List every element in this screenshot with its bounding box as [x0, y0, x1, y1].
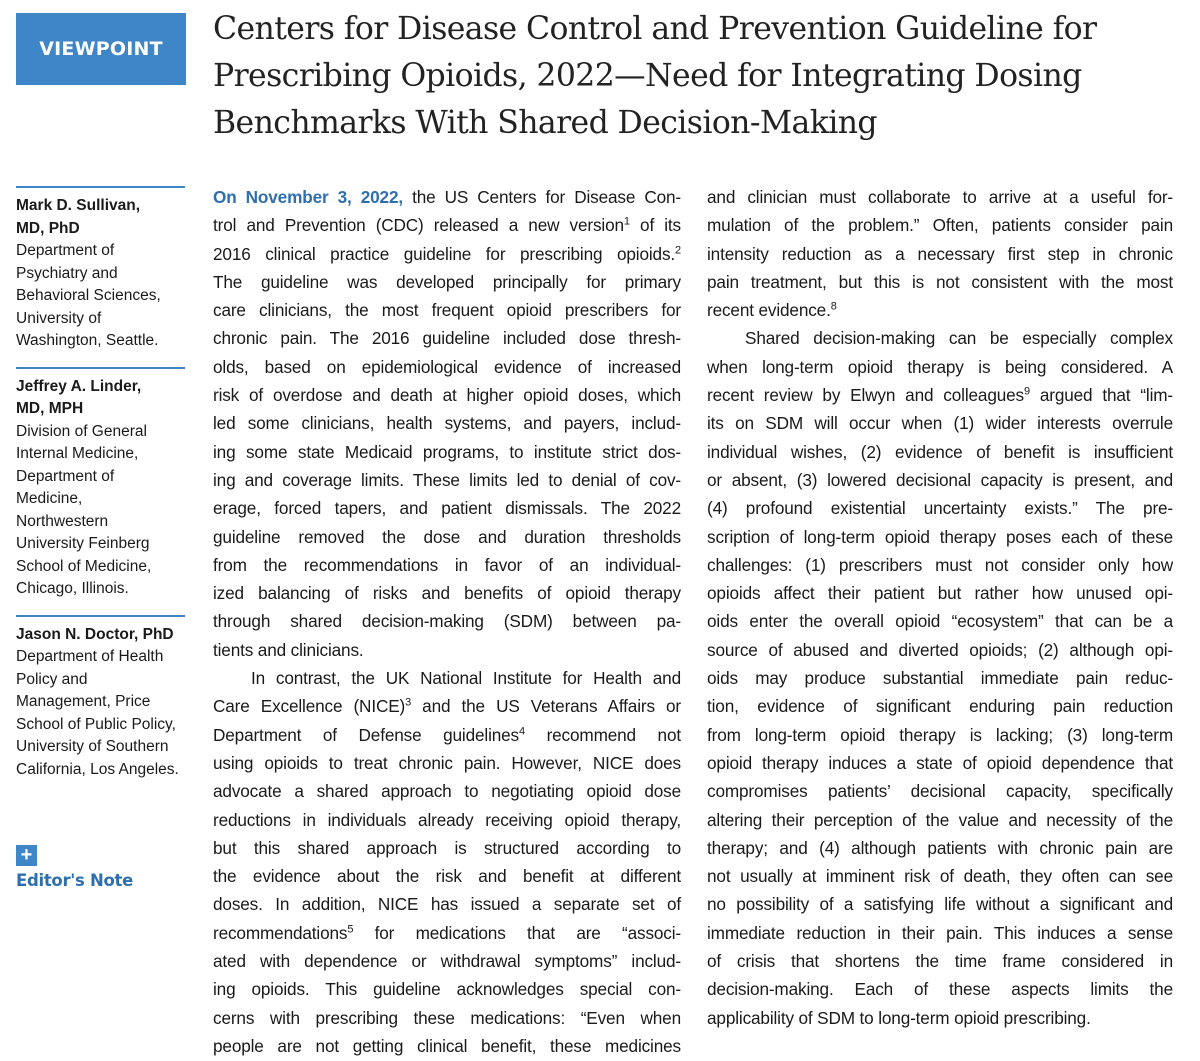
- text-line: [213, 211, 681, 239]
- affiliation-line: Psychiatry and: [16, 264, 118, 282]
- text-line: oids may produce substantial immediate pain reduc-: [707, 668, 1173, 689]
- text-run: and the US Veterans Affairs or: [411, 696, 681, 717]
- text-line: not usually at imminent risk of death, they often can see: [707, 866, 1173, 887]
- affiliation-line: University of: [16, 309, 102, 327]
- affiliation-line: University Feinberg: [16, 535, 150, 552]
- text-run: Department of Defense guidelines: [213, 724, 519, 745]
- text-line: chronic pain. The 2016 guideline included dose thresh-: [213, 328, 681, 349]
- plus-icon[interactable]: +: [16, 845, 37, 866]
- title-line: Prescribing Opioids, 2022—Need for Integrating Dosing: [213, 58, 1082, 94]
- author-block: [16, 367, 185, 601]
- author-affiliation: [16, 240, 185, 353]
- text-line: applicability of SDM to long-term opioid prescribing.: [707, 1007, 1091, 1028]
- text-line: immediate reduction in their pain. This induces a sense: [707, 922, 1173, 943]
- text-line: tion, evidence of significant enduring pain reduction: [707, 696, 1173, 717]
- text-line: olds, based on epidemiological evidence of increased: [213, 356, 681, 377]
- affiliation-line: Washington, Seattle.: [16, 332, 159, 349]
- author-name-line: MD, MPH: [16, 400, 84, 417]
- text-line: challenges: (1) prescribers must not consider only how: [707, 554, 1173, 575]
- section-badge: VIEWPOINT: [16, 13, 186, 85]
- affiliation-line: School of Public Policy,: [16, 715, 176, 733]
- editors-note-label[interactable]: Editor's Note: [16, 871, 134, 890]
- affiliation-line: California, Los Angeles.: [16, 760, 179, 778]
- affiliation-line: Department of Health: [16, 648, 164, 665]
- author-name-line: Jeffrey A. Linder,: [16, 377, 142, 395]
- author-name-line: MD, PhD: [16, 219, 80, 237]
- text-line: ing and coverage limits. These limits led to denial of cov-: [213, 469, 681, 490]
- text-line: [213, 692, 681, 720]
- author-block: [16, 615, 185, 782]
- affiliation-line: Division of General: [16, 422, 147, 440]
- text-line: when long-term opioid therapy is being considered. A: [707, 356, 1173, 377]
- author-affiliation: [16, 646, 185, 781]
- citation: 3: [405, 696, 412, 709]
- text-line: no possibility of a satisfying life without a significant and: [707, 894, 1173, 915]
- text-line: ated with dependence or withdrawal symptoms” includ-: [213, 951, 681, 972]
- text-line: altering their perception of the value and necessity of the: [707, 809, 1173, 830]
- text-line: but this shared approach is structured according to: [213, 837, 681, 858]
- text-line: therapy; and (4) although patients with chronic pain are: [707, 837, 1173, 858]
- text-run: of its: [629, 215, 681, 236]
- text-run: recent review by Elwyn and colleagues: [707, 385, 1024, 406]
- text-line: Shared decision-making can be especially complex: [745, 328, 1173, 349]
- text-line: erage, forced tapers, and patient dismissals. The 2022: [213, 498, 681, 519]
- text-run: recommend not: [524, 724, 682, 745]
- text-line: [213, 240, 681, 268]
- citation: 5: [347, 922, 354, 935]
- author-name: [16, 624, 185, 647]
- text-line: source of abused and diverted opioids; (2) although opi-: [707, 639, 1173, 660]
- affiliation-line: University of Southern: [16, 738, 169, 755]
- author-block: [16, 186, 185, 353]
- text-line: cerns with prescribing these medications: “Even when: [213, 1007, 681, 1028]
- citation: 2: [675, 243, 681, 256]
- text-line: opioids affect their patient but rather how unused opi-: [707, 583, 1173, 604]
- author-name-line: Mark D. Sullivan,: [16, 197, 141, 214]
- author-name: [16, 195, 185, 240]
- affiliation-line: Behavioral Sciences,: [16, 287, 161, 304]
- text-line: intensity reduction as a necessary first step in chronic: [707, 243, 1173, 264]
- text-line: guideline removed the dose and duration thresholds: [213, 526, 681, 547]
- affiliation-line: Northwestern: [16, 512, 109, 530]
- text-line: from the recommendations in favor of an individual-: [213, 554, 681, 575]
- text-line: decision-making. Each of these aspects limits the: [707, 979, 1173, 1000]
- text-line: tients and clinicians.: [213, 639, 364, 660]
- affiliation-line: Management, Price: [16, 693, 151, 710]
- text-line: led some clinicians, health systems, and payers, includ-: [213, 413, 681, 434]
- author-name: [16, 376, 185, 421]
- text-line: of crisis that shortens the time frame considered in: [707, 951, 1173, 972]
- text-run: for medications that are “associ-: [353, 922, 681, 943]
- text-line: [707, 296, 1173, 324]
- text-line: through shared decision-making (SDM) between pa-: [213, 611, 681, 632]
- author-affiliation: [16, 421, 185, 601]
- text-run: Care Excellence (NICE): [213, 696, 406, 717]
- citation: 9: [1023, 385, 1030, 398]
- text-line: ing opioids. This guideline acknowledges special con-: [213, 979, 681, 1000]
- text-line: its on SDM will occur when (1) wider interests overrule: [707, 413, 1173, 434]
- affiliation-line: Chicago, Illinois.: [16, 580, 129, 597]
- text-line: [213, 183, 681, 211]
- text-line: from long-term opioid therapy is lacking; (3) long-term: [707, 724, 1173, 745]
- text-line: ized balancing of risks and benefits of opioid therapy: [213, 583, 681, 604]
- affiliation-line: Department of: [16, 242, 115, 259]
- title-line: Centers for Disease Control and Prevention Guideline for: [213, 11, 1097, 47]
- text-line: ing some state Medicaid programs, to institute strict dos-: [213, 441, 681, 462]
- text-line: [213, 919, 681, 947]
- text-run: the US Centers for Disease Con-: [403, 187, 681, 207]
- author-name-line: Jason N. Doctor, PhD: [16, 625, 174, 643]
- text-line: pain treatment, but this is not consistent with the most: [707, 271, 1173, 292]
- text-line: advocate a shared approach to negotiating opioid dose: [213, 781, 681, 802]
- text-run: recent evidence.: [707, 300, 831, 321]
- text-line: [213, 721, 681, 749]
- text-line: [707, 381, 1173, 409]
- affiliation-line: Policy and: [16, 670, 88, 688]
- affiliation-line: Department of: [16, 467, 115, 485]
- text-line: scription of long-term opioid therapy poses each of these: [707, 526, 1173, 547]
- author-affiliations: [16, 186, 185, 795]
- text-line: (4) profound existential uncertainty exists.” The pre-: [707, 498, 1173, 519]
- affiliation-line: School of Medicine,: [16, 557, 152, 575]
- text-line: care clinicians, the most frequent opioid prescribers for: [213, 300, 681, 321]
- text-run: recommendations: [213, 922, 348, 943]
- body-column-1: [213, 183, 681, 1060]
- citation: 8: [830, 300, 837, 313]
- text-line: reductions in individuals already receiving opioid therapy,: [213, 809, 681, 830]
- text-line: or absent, (3) lowered decisional capacity is present, and: [707, 469, 1173, 490]
- text-line: individual wishes, (2) evidence of benefit is insufficient: [707, 441, 1173, 462]
- article-title: [213, 6, 1183, 147]
- affiliation-line: Medicine,: [16, 490, 83, 507]
- editors-note-link[interactable]: [16, 845, 133, 890]
- text-line: the evidence about the risk and benefit at different: [213, 866, 681, 887]
- text-line: mulation of the problem.” Often, patients consider pain: [707, 215, 1173, 236]
- text-line: people are not getting clinical benefit, these medicines: [213, 1035, 681, 1056]
- text-run: argued that “lim-: [1029, 385, 1173, 406]
- citation: 1: [623, 215, 630, 228]
- text-line: oids enter the overall opioid “ecosystem” that can be a: [707, 611, 1173, 632]
- citation: 4: [519, 724, 525, 737]
- text-line: risk of overdose and death at higher opioid doses, which: [213, 385, 681, 406]
- text-line: using opioids to treat chronic pain. However, NICE does: [213, 752, 681, 773]
- text-run: 2016 clinical practice guideline for prescribing opioids.: [213, 243, 676, 264]
- text-line: compromises patients’ decisional capacity, specifically: [707, 781, 1173, 802]
- text-line: In contrast, the UK National Institute for Health and: [251, 668, 681, 689]
- text-run: trol and Prevention (CDC) released a new version: [213, 215, 624, 236]
- text-line: and clinician must collaborate to arrive at a useful for-: [707, 187, 1173, 207]
- body-column-2: [707, 183, 1173, 1032]
- text-line: The guideline was developed principally for primary: [213, 271, 681, 292]
- title-line: Benchmarks With Shared Decision-Making: [213, 105, 877, 141]
- text-line: opioid therapy induces a state of opioid dependence that: [707, 752, 1173, 773]
- text-line: doses. In addition, NICE has issued a separate set of: [213, 894, 681, 915]
- lead-in: On November 3, 2022,: [213, 187, 403, 207]
- affiliation-line: Internal Medicine,: [16, 445, 139, 462]
